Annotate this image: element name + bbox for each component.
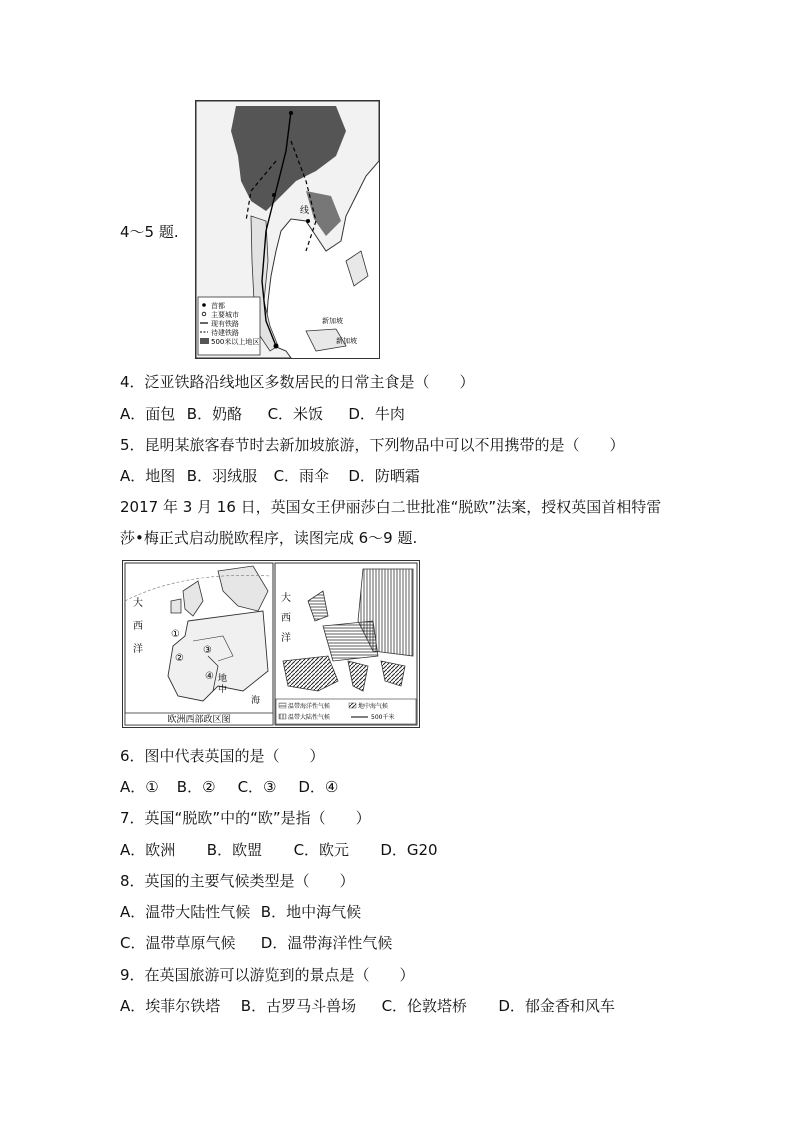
option: A．地图	[120, 467, 176, 485]
option: A．埃菲尔铁塔	[120, 997, 221, 1015]
question-7-options	[120, 840, 438, 860]
map2-ocean-label: 西	[281, 613, 291, 624]
option: C．伦敦塔桥	[381, 997, 468, 1015]
map1-label: 线	[300, 206, 310, 216]
map2-ocean-label: 洋	[281, 633, 291, 644]
map1-legend-item: 首都	[211, 302, 225, 310]
map2-scale: 500千米	[371, 714, 395, 721]
map2-sea-label: 地	[218, 674, 228, 684]
map2-ocean-label: 大	[133, 598, 143, 609]
map2-sea-label: 中	[218, 685, 228, 695]
question-6-stem: 6．图中代表英国的是（ ）	[120, 747, 325, 765]
option: C．欧元	[293, 841, 350, 859]
option: D．郁金香和风车	[498, 997, 615, 1015]
map1-legend-item: 待建铁路	[211, 329, 239, 337]
passage-line: 莎•梅正式启动脱欧程序，读图完成 6～9 题.	[120, 529, 418, 547]
map2-number: ④	[205, 671, 214, 682]
option: C．温带草原气候	[120, 934, 236, 952]
map2-ocean-label: 洋	[133, 644, 143, 655]
option: B．羽绒服	[186, 467, 258, 485]
question-6-options	[120, 777, 338, 797]
option: B．地中海气候	[260, 903, 362, 921]
option: B．奶酪	[186, 405, 243, 423]
map2-sea-label: 海	[251, 696, 261, 706]
question-8-stem: 8．英国的主要气候类型是（ ）	[120, 872, 355, 890]
option: D．牛肉	[348, 405, 405, 423]
passage-line: 2017 年 3 月 16 日，英国女王伊丽莎白二世批准“脱欧”法案，授权英国首相特雷	[120, 498, 662, 516]
option: C．③	[237, 778, 277, 796]
option: D．温带海洋性气候	[260, 934, 393, 952]
map1-place: 新加坡	[336, 337, 357, 345]
option: A．①	[120, 778, 159, 796]
question-4-stem: 4．泛亚铁路沿线地区多数居民的日常主食是（ ）	[120, 373, 475, 391]
question-5-options	[120, 466, 420, 486]
map2-left-caption: 欧洲西部政区图	[167, 715, 231, 725]
question-9-stem: 9．在英国旅游可以游览到的景点是（ ）	[120, 966, 415, 984]
map1-legend-item: 现有铁路	[211, 320, 239, 328]
question-7-stem: 7．英国“脱欧”中的“欧”是指（ ）	[120, 809, 371, 827]
map2-number: ③	[203, 645, 212, 656]
option: C．米饭	[267, 405, 324, 423]
option: C．雨伞	[273, 467, 330, 485]
option: D．防晒霜	[348, 467, 420, 485]
question-8-options-line2	[120, 933, 392, 953]
map2-ocean-label: 西	[133, 621, 143, 632]
map1-place: 新加坡	[322, 317, 343, 325]
option: A．欧洲	[120, 841, 176, 859]
map2-number: ①	[171, 629, 180, 640]
question-5-stem: 5．昆明某旅客春节时去新加坡旅游，下列物品中可以不用携带的是（ ）	[120, 436, 625, 454]
map2-legend-item: 温带大陆性气候	[288, 714, 331, 721]
map1-legend-item: 主要城市	[211, 311, 239, 319]
option: D．④	[298, 778, 339, 796]
option: B．②	[176, 778, 216, 796]
option: B．欧盟	[206, 841, 263, 859]
southeast-asia-railway-map	[195, 100, 380, 359]
map2-number: ②	[175, 653, 184, 664]
intro-label: 4～5 题.	[120, 223, 179, 241]
western-europe-maps	[122, 560, 420, 728]
question-9-options	[120, 996, 615, 1016]
option: A．温带大陆性气候	[120, 903, 251, 921]
question-8-options-line1	[120, 902, 361, 922]
map1-legend-item: 500米以上地区	[211, 338, 260, 346]
map2-legend-item: 地中海气候	[358, 703, 389, 710]
map2-legend-item: 温带海洋性气候	[288, 703, 331, 710]
option: B．古罗马斗兽场	[240, 997, 357, 1015]
option: D．G20	[380, 841, 438, 859]
option: A．面包	[120, 405, 176, 423]
map2-ocean-label: 大	[281, 593, 291, 604]
question-4-options	[120, 404, 405, 424]
